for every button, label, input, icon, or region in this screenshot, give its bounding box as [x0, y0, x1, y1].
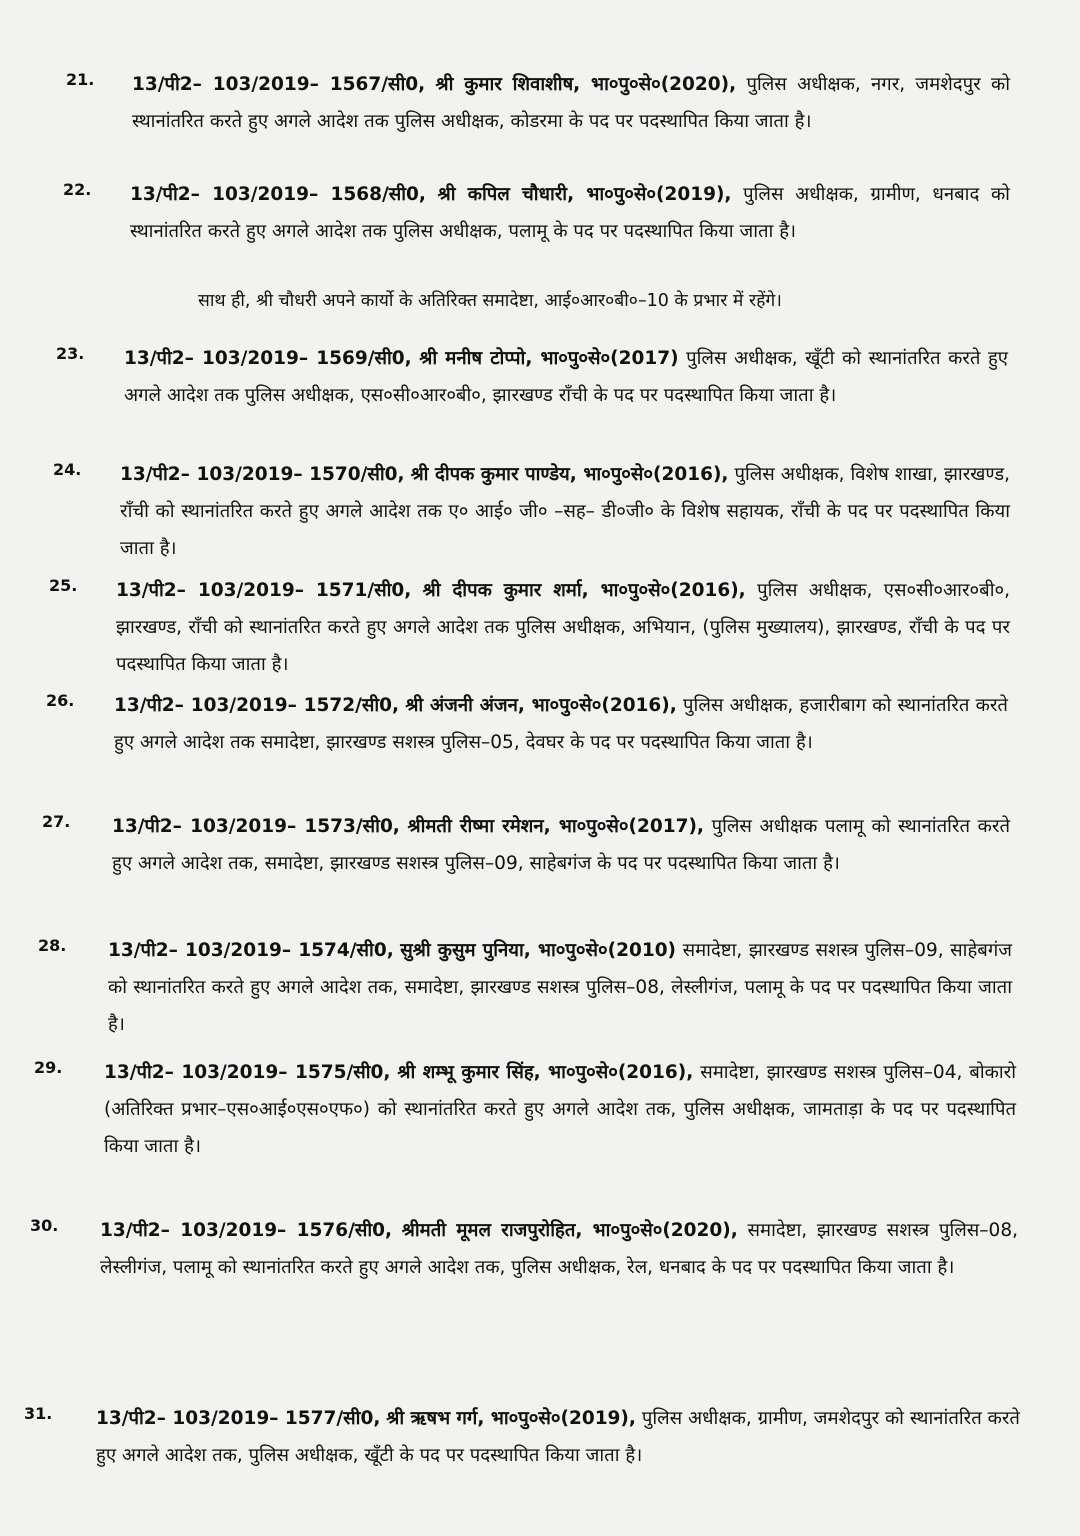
entry-number: 29. [34, 1058, 63, 1077]
order-reference: 13/पी2– 103/2019– 1572/सी0, [114, 695, 400, 716]
entry-text: पुलिस अधीक्षक, विशेष शाखा, झारखण्ड, राँची को स्थानांतरित करते हुए अगले आदेश तक ए० आई० जी० –सह– डी०जी० के विशेष सहायक, राँची के पद पर पदस्थापित किया जाता है। [120, 464, 1010, 559]
entry-number: 30. [30, 1216, 59, 1235]
officer-name: श्री दीपक कुमार शर्मा, भा०पु०से०(2016), [422, 580, 746, 601]
officer-name: श्री शम्भू कुमार सिंह, भा०पु०से०(2016), [397, 1062, 694, 1083]
entry-text: पुलिस अधीक्षक, हजारीबाग को स्थानांतरित करते हुए अगले आदेश तक समादेष्टा, झारखण्ड सशस्त्र पुलिस–05, देवघर के पद पर पदस्थापित किया जाता है। [114, 695, 1008, 753]
order-reference: 13/पी2– 103/2019– 1570/सी0, [120, 464, 405, 485]
entry-number: 31. [24, 1404, 53, 1423]
entry-text: पुलिस अधीक्षक, खूँटी को स्थानांतरित करते हुए अगले आदेश तक पुलिस अधीक्षक, एस०सी०आर०बी०, झारखण्ड राँची के पद पर पदस्थापित किया जाता है। [124, 348, 1008, 406]
order-reference: 13/पी2– 103/2019– 1571/सी0, [116, 580, 412, 601]
order-reference: 13/पी2– 103/2019– 1577/सी0, [96, 1408, 381, 1429]
officer-name: श्रीमती रीष्मा रमेशन, भा०पु०से०(2017), [407, 816, 704, 837]
officer-name: श्री अंजनी अंजन, भा०पु०से०(2016), [405, 695, 677, 716]
entry-number: 23. [56, 344, 85, 363]
officer-name: सुश्री कुसुम पुनिया, भा०पु०से०(2010) [400, 940, 677, 961]
order-reference: 13/पी2– 103/2019– 1574/सी0, [108, 940, 394, 961]
entry-number: 25. [49, 576, 78, 595]
officer-name: श्री कुमार शिवाशीष, भा०पु०से०(2020), [435, 74, 737, 95]
officer-name: श्री ऋषभ गर्ग, भा०पु०से०(2019), [386, 1408, 636, 1429]
order-reference: 13/पी2– 103/2019– 1569/सी0, [124, 348, 412, 369]
entry-text: पुलिस अधीक्षक, ग्रामीण, धनबाद को स्थानांतरित करते हुए अगले आदेश तक पुलिस अधीक्षक, पलामू के पद पर पदस्थापित किया जाता है। [130, 184, 1010, 242]
order-reference: 13/पी2– 103/2019– 1567/सी0, [132, 74, 426, 95]
entry-number: 27. [42, 812, 71, 831]
entry-text: समादेष्टा, झारखण्ड सशस्त्र पुलिस–08, लेस्लीगंज, पलामू को स्थानांतरित करते हुए अगले आदेश तक, पुलिस अधीक्षक, रेल, धनबाद के पद पर पदस्थापित किया जाता है। [100, 1220, 1018, 1278]
entry-number: 26. [46, 691, 75, 710]
order-reference: 13/पी2– 103/2019– 1576/सी0, [100, 1220, 393, 1241]
additional-charge-note: साथ ही, श्री चौधरी अपने कार्यो के अतिरिक्त समादेष्टा, आई०आर०बी०–10 के प्रभार में रहेंगे। [198, 291, 782, 311]
entry-text: पुलिस अधीक्षक, ग्रामीण, जमशेदपुर को स्थानांतरित करते हुए अगले आदेश तक, पुलिस अधीक्षक, खूँटी के पद पर पदस्थापित किया जाता है। [96, 1408, 1020, 1466]
entry-number: 24. [53, 460, 82, 479]
order-reference: 13/पी2– 103/2019– 1573/सी0, [112, 816, 400, 837]
entry-number: 22. [63, 180, 92, 199]
entry-number: 28. [38, 936, 67, 955]
entry-number: 21. [66, 70, 95, 89]
entry-text: पुलिस अधीक्षक, एस०सी०आर०बी०, झारखण्ड, राँची को स्थानांतरित करते हुए अगले आदेश तक पुलिस अधीक्षक, अभियान, (पुलिस मुख्यालय), झारखण्ड, राँची के पद पर पदस्थापित किया जाता है। [116, 580, 1010, 675]
entry-text: पुलिस अधीक्षक पलामू को स्थानांतरित करते हुए अगले आदेश तक, समादेष्टा, झारखण्ड सशस्त्र पुलिस–09, साहेबगंज के पद पर पदस्थापित किया जाता है। [112, 816, 1010, 874]
order-reference: 13/पी2– 103/2019– 1568/सी0, [130, 184, 426, 205]
officer-name: श्री दीपक कुमार पाण्डेय, भा०पु०से०(2016), [410, 464, 729, 485]
officer-name: श्री मनीष टोप्पो, भा०पु०से०(2017) [419, 348, 679, 369]
entry-text: पुलिस अधीक्षक, नगर, जमशेदपुर को स्थानांतरित करते हुए अगले आदेश तक पुलिस अधीक्षक, कोडरमा के पद पर पदस्थापित किया जाता है। [132, 74, 1010, 132]
entry-text: समादेष्टा, झारखण्ड सशस्त्र पुलिस–09, साहेबगंज को स्थानांतरित करते हुए अगले आदेश तक, समादेष्टा, झारखण्ड सशस्त्र पुलिस–08, लेस्लीगंज, पलामू के पद पर पदस्थापित किया जाता है। [108, 940, 1012, 1035]
order-reference: 13/पी2– 103/2019– 1575/सी0, [104, 1062, 391, 1083]
officer-name: श्रीमती मूमल राजपुरोहित, भा०पु०से०(2020), [401, 1220, 738, 1241]
officer-name: श्री कपिल चौधारी, भा०पु०से०(2019), [437, 184, 732, 205]
entry-text: समादेष्टा, झारखण्ड सशस्त्र पुलिस–04, बोकारो (अतिरिक्त प्रभार–एस०आई०एस०एफ०) को स्थानांतरित करते हुए अगले आदेश तक, पुलिस अधीक्षक, जामताड़ा के पद पर पदस्थापित किया जाता है। [104, 1062, 1016, 1157]
